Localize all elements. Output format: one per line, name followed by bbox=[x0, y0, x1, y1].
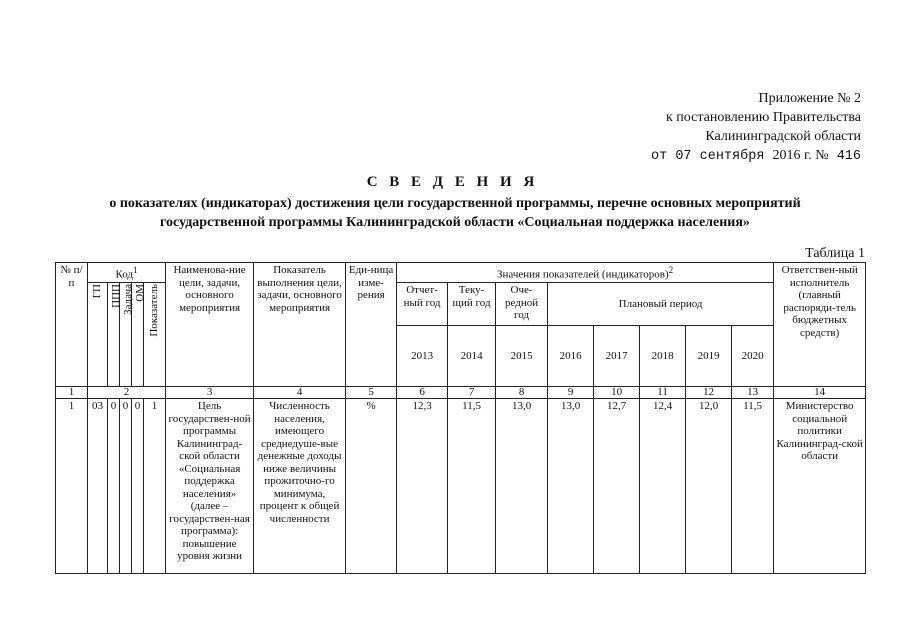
row-value-2020: 11,5 bbox=[732, 399, 774, 574]
header-responsible: Ответствен-ный исполнитель (главный распоряди-тель бюджетных средств) bbox=[774, 263, 866, 387]
row-value-2013: 12,3 bbox=[397, 399, 448, 574]
colnum-9: 9 bbox=[548, 387, 594, 399]
code-col-gp bbox=[88, 283, 108, 387]
colnum-14: 14 bbox=[774, 387, 866, 399]
appendix-block bbox=[651, 89, 861, 166]
header-next-year: Оче-редной год bbox=[496, 283, 548, 326]
header-values bbox=[397, 263, 774, 283]
colnum-3: 3 bbox=[166, 387, 254, 399]
appendix-line-3: Калининградской области bbox=[705, 129, 861, 144]
colnum-5: 5 bbox=[346, 387, 397, 399]
code-col-indicator-label: Показатель bbox=[148, 284, 161, 337]
row-code-ppp: 0 bbox=[108, 399, 120, 574]
code-col-ppp bbox=[108, 283, 120, 387]
row-code-indicator: 1 bbox=[144, 399, 166, 574]
header-unit: Еди-ница изме-рения bbox=[346, 263, 397, 387]
code-col-ppp-label: ППП bbox=[110, 284, 122, 308]
colnum-1: 1 bbox=[56, 387, 88, 399]
row-unit: % bbox=[346, 399, 397, 574]
colnum-12: 12 bbox=[686, 387, 732, 399]
row-value-2019: 12,0 bbox=[686, 399, 732, 574]
colnum-8: 8 bbox=[496, 387, 548, 399]
code-col-indicator bbox=[144, 283, 166, 387]
year-2019: 2019 bbox=[686, 326, 732, 387]
header-code-sup: 1 bbox=[133, 265, 138, 275]
year-2014: 2014 bbox=[448, 326, 496, 387]
year-2018: 2018 bbox=[640, 326, 686, 387]
year-2017: 2017 bbox=[594, 326, 640, 387]
subtitle-line-1: о показателях (индикаторах) достижения цели государственной программы, перечне основных мероприятий bbox=[109, 196, 801, 211]
colnum-7: 7 bbox=[448, 387, 496, 399]
date-year: 2016 г. № bbox=[772, 148, 829, 163]
subtitle-line-2: государственной программы Калининградской области «Социальная поддержка населения» bbox=[160, 215, 750, 230]
row-num: 1 bbox=[56, 399, 88, 574]
year-2020: 2020 bbox=[732, 326, 774, 387]
code-col-task bbox=[120, 283, 132, 387]
colnum-10: 10 bbox=[594, 387, 640, 399]
table-row bbox=[56, 399, 866, 574]
row-responsible: Министерство социальной политики Калининград-ской области bbox=[774, 399, 866, 574]
code-col-om bbox=[132, 283, 144, 387]
year-2013: 2013 bbox=[397, 326, 448, 387]
document-subtitle bbox=[40, 194, 870, 232]
year-2015: 2015 bbox=[496, 326, 548, 387]
colnum-2: 2 bbox=[88, 387, 166, 399]
row-value-2014: 11,5 bbox=[448, 399, 496, 574]
code-col-gp-label: ГП bbox=[91, 284, 104, 299]
header-indicator: Показатель выполнения цели, задачи, основного мероприятия bbox=[254, 263, 346, 387]
row-name: Цель государствен-ной программы Калининград-ской области «Социальная поддержка населения» (далее – государствен-ная программа): повышение уровня жизни bbox=[166, 399, 254, 574]
colnum-6: 6 bbox=[397, 387, 448, 399]
row-indicator: Численность населения, имеющего среднедуше-вые денежные доходы ниже величины прожиточно-го минимума, процент к общей численности bbox=[254, 399, 346, 574]
row-value-2015: 13,0 bbox=[496, 399, 548, 574]
header-values-sup: 2 bbox=[668, 265, 674, 275]
row-value-2016: 13,0 bbox=[548, 399, 594, 574]
header-plan-period: Плановый период bbox=[548, 283, 774, 326]
colnum-13: 13 bbox=[732, 387, 774, 399]
row-value-2017: 12,7 bbox=[594, 399, 640, 574]
year-2016: 2016 bbox=[548, 326, 594, 387]
header-report-year: Отчет-ный год bbox=[397, 283, 448, 326]
document-title: С В Е Д Е Н И Я bbox=[366, 174, 539, 190]
code-col-task-label: Задача bbox=[122, 284, 134, 316]
header-name: Наименова-ние цели, задачи, основного мероприятия bbox=[166, 263, 254, 387]
colnum-4: 4 bbox=[254, 387, 346, 399]
row-code-gp: 03 bbox=[88, 399, 108, 574]
row-code-om: 0 bbox=[132, 399, 144, 574]
header-num: № п/п bbox=[56, 263, 88, 387]
header-current-year: Теку-щий год bbox=[448, 283, 496, 326]
indicators-table bbox=[55, 262, 866, 574]
header-code-text: Код bbox=[115, 268, 134, 281]
appendix-line-1: Приложение № 2 bbox=[758, 91, 861, 106]
date-number: 416 bbox=[836, 149, 861, 164]
appendix-line-2: к постановлению Правительства bbox=[665, 110, 861, 125]
code-col-om-label: ОМ bbox=[134, 284, 146, 302]
date-prefix: от 07 сентября bbox=[651, 149, 765, 164]
table-label: Таблица 1 bbox=[805, 246, 865, 261]
header-values-text: Значения показателей (индикаторов) bbox=[497, 268, 669, 281]
row-value-2018: 12,4 bbox=[640, 399, 686, 574]
colnum-11: 11 bbox=[640, 387, 686, 399]
row-code-task: 0 bbox=[120, 399, 132, 574]
appendix-date bbox=[651, 146, 861, 166]
header-code bbox=[88, 263, 166, 283]
